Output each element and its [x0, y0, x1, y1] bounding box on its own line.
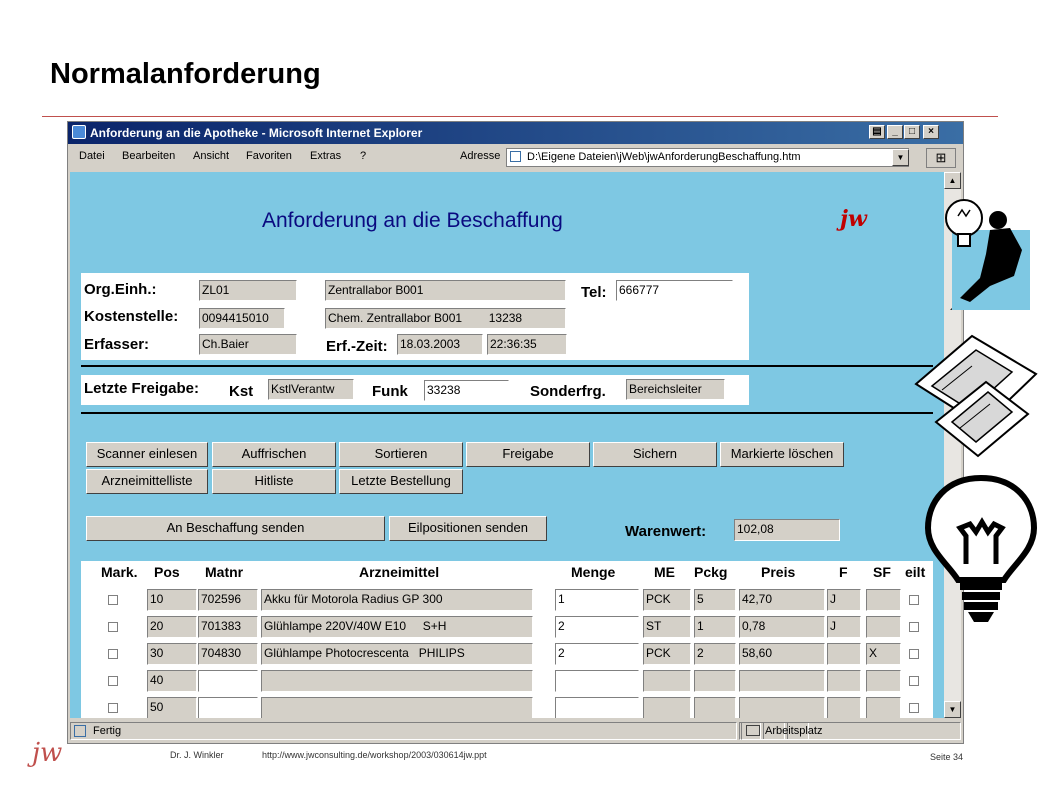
menu-extras[interactable]: Extras [310, 150, 342, 162]
sichern-button[interactable]: Sichern [593, 442, 717, 467]
computer-icon [746, 725, 760, 736]
cell-me[interactable]: PCK [643, 643, 691, 665]
person-lightbulb-icon [930, 190, 1040, 320]
footer-page-number: Seite 34 [930, 752, 964, 762]
kostenstelle-name-field[interactable]: Chem. Zentrallabor B001 13238 [325, 308, 566, 329]
col-pckg: Pckg [694, 564, 728, 580]
eilt-checkbox[interactable] [909, 622, 919, 632]
separator-line [81, 412, 933, 414]
lightbulb-icon [922, 472, 1040, 632]
page-icon [74, 725, 86, 737]
menu-datei[interactable]: Datei [79, 150, 105, 162]
cell-menge[interactable] [555, 697, 639, 718]
cell-pos[interactable]: 50 [147, 697, 197, 718]
funk-field[interactable]: 33238 [424, 380, 509, 401]
an-beschaffung-senden-button[interactable]: An Beschaffung senden [86, 516, 385, 541]
cell-pckg[interactable]: 5 [694, 589, 736, 611]
funk-label: Funk [372, 383, 408, 400]
cell-matnr[interactable]: 701383 [198, 616, 258, 638]
address-value: D:\Eigene Dateien\jWeb\jwAnforderungBeschaffung.htm [527, 151, 801, 163]
cell-matnr[interactable]: 702596 [198, 589, 258, 611]
cell-arzneimittel[interactable] [261, 697, 533, 718]
cell-pckg[interactable]: 2 [694, 643, 736, 665]
address-input[interactable] [506, 148, 909, 167]
cell-menge[interactable]: 2 [555, 616, 639, 638]
col-matnr: Matnr [205, 564, 244, 580]
cell-f[interactable] [827, 643, 861, 665]
cell-f[interactable]: J [827, 616, 861, 638]
maximize-button[interactable]: □ [904, 125, 920, 139]
auffrischen-button[interactable]: Auffrischen [212, 442, 336, 467]
status-zone: Arbeitsplatz [765, 725, 823, 737]
col-menge: Menge [571, 564, 616, 580]
eilt-checkbox[interactable] [909, 676, 919, 686]
freigabe-button[interactable]: Freigabe [466, 442, 590, 467]
freigabe-panel [81, 375, 749, 405]
address-dropdown-button[interactable]: ▼ [892, 149, 909, 166]
cell-preis[interactable]: 58,60 [739, 643, 825, 665]
sonder-field[interactable]: Bereichsleiter [626, 379, 725, 400]
footer-logo: jw [32, 738, 63, 768]
cell-arzneimittel[interactable]: Glühlampe 220V/40W E10 S+H [261, 616, 533, 638]
scroll-down-button[interactable]: ▼ [944, 701, 961, 718]
freigabe-kst-label: Kst [229, 383, 254, 400]
slide-title: Normalanforderung [50, 58, 321, 90]
arzneimittelliste-button[interactable]: Arzneimittelliste [86, 469, 208, 494]
col-mark: Mark. [101, 564, 138, 580]
cell-pckg[interactable]: 1 [694, 616, 736, 638]
cell-arzneimittel[interactable]: Glühlampe Photocrescenta PHILIPS [261, 643, 533, 665]
menu-help[interactable]: ? [360, 150, 367, 162]
menu-bearbeiten[interactable]: Bearbeiten [122, 150, 176, 162]
cell-pos[interactable]: 30 [147, 643, 197, 665]
tel-field[interactable]: 666777 [616, 280, 733, 301]
sonder-label: Sonderfrg. [530, 383, 606, 400]
cell-matnr[interactable]: 704830 [198, 643, 258, 665]
cell-menge[interactable] [555, 670, 639, 692]
floppy-disks-icon [912, 330, 1040, 470]
menu-bar [68, 145, 963, 171]
page-heading: Anforderung an die Beschaffung [262, 209, 563, 232]
eilt-checkbox[interactable] [909, 595, 919, 605]
freigabe-kst-field[interactable]: KstlVerantw [268, 379, 354, 400]
status-text: Fertig [93, 725, 122, 737]
cell-me[interactable]: ST [643, 616, 691, 638]
erfasser-label: Erfasser: [84, 336, 150, 353]
cell-me[interactable] [643, 670, 691, 692]
cell-menge[interactable]: 2 [555, 643, 639, 665]
erf-time-field[interactable]: 22:36:35 [487, 334, 567, 355]
minimize-button[interactable]: _ [887, 125, 903, 139]
cell-f[interactable] [827, 697, 861, 718]
cell-arzneimittel[interactable] [261, 670, 533, 692]
kostenstelle-code-field[interactable]: 0094415010 [199, 308, 285, 329]
erfasser-field[interactable]: Ch.Baier [199, 334, 297, 355]
mark-checkbox[interactable] [108, 622, 118, 632]
window-titlebar [68, 122, 963, 144]
mark-checkbox[interactable] [108, 703, 118, 713]
title-divider [42, 116, 998, 117]
org-label: Org.Einh.: [84, 281, 157, 298]
scanner-button[interactable]: Scanner einlesen [86, 442, 208, 467]
cell-pckg[interactable] [694, 670, 736, 692]
status-bar [68, 719, 963, 743]
erf-date-field[interactable]: 18.03.2003 [397, 334, 483, 355]
windows-logo-icon: ⊞ [926, 148, 956, 168]
cell-preis[interactable]: 0,78 [739, 616, 825, 638]
cell-sf[interactable] [866, 670, 901, 692]
window-title: Anforderung an die Apotheke - Microsoft Internet Explorer [90, 126, 423, 140]
cell-sf[interactable] [866, 697, 901, 718]
cell-matnr[interactable] [198, 697, 258, 718]
kostenstelle-label: Kostenstelle: [84, 308, 179, 325]
letzte-bestellung-button[interactable]: Letzte Bestellung [339, 469, 463, 494]
col-pos: Pos [154, 564, 180, 580]
col-f: F [839, 564, 848, 580]
page-logo: jw [840, 206, 867, 232]
cell-me[interactable] [643, 697, 691, 718]
footer-url: http://www.jwconsulting.de/workshop/2003/030614jw.ppt [262, 750, 487, 760]
ie-icon [72, 125, 86, 139]
markierte-loeschen-button[interactable]: Markierte löschen [720, 442, 844, 467]
col-sf: SF [873, 564, 891, 580]
warenwert-label: Warenwert: [625, 523, 707, 540]
cell-pos[interactable]: 10 [147, 589, 197, 611]
cell-preis[interactable]: 42,70 [739, 589, 825, 611]
status-zone-pane [741, 722, 961, 740]
menu-ansicht[interactable]: Ansicht [193, 150, 230, 162]
tel-label: Tel: [581, 284, 607, 301]
cell-matnr[interactable] [198, 670, 258, 692]
restore-icon[interactable]: ▤ [869, 125, 885, 139]
cell-pos[interactable]: 20 [147, 616, 197, 638]
menu-favoriten[interactable]: Favoriten [246, 150, 292, 162]
warenwert-field[interactable]: 102,08 [734, 519, 840, 541]
cell-arzneimittel[interactable]: Akku für Motorola Radius GP 300 [261, 589, 533, 611]
mark-checkbox[interactable] [108, 595, 118, 605]
separator-line [81, 365, 933, 367]
eilt-checkbox[interactable] [909, 649, 919, 659]
mark-checkbox[interactable] [108, 649, 118, 659]
page-icon [510, 151, 521, 162]
eilpositionen-senden-button[interactable]: Eilpositionen senden [389, 516, 547, 541]
header-panel [81, 273, 749, 360]
cell-preis[interactable] [739, 670, 825, 692]
col-me: ME [654, 564, 675, 580]
page-content [70, 172, 944, 718]
sortieren-button[interactable]: Sortieren [339, 442, 463, 467]
erfzeit-label: Erf.-Zeit: [326, 338, 388, 355]
cell-me[interactable]: PCK [643, 589, 691, 611]
cell-preis[interactable] [739, 697, 825, 718]
cell-pckg[interactable] [694, 697, 736, 718]
address-label: Adresse [460, 150, 501, 162]
col-arzneimittel: Arzneimittel [359, 564, 440, 580]
col-eilt: eilt [905, 564, 926, 580]
cell-sf[interactable] [866, 616, 901, 638]
positions-table [81, 561, 933, 718]
close-button[interactable]: × [923, 125, 939, 139]
cell-menge[interactable]: 1 [555, 589, 639, 611]
col-preis: Preis [761, 564, 796, 580]
freigabe-label: Letzte Freigabe: [84, 380, 200, 397]
org-name-field[interactable]: Zentrallabor B001 [325, 280, 566, 301]
scroll-up-button[interactable]: ▲ [944, 172, 961, 189]
browser-window [67, 121, 964, 744]
org-code-field[interactable]: ZL01 [199, 280, 297, 301]
mark-checkbox[interactable] [108, 676, 118, 686]
cell-f[interactable]: J [827, 589, 861, 611]
cell-sf[interactable] [866, 589, 901, 611]
cell-pos[interactable]: 40 [147, 670, 197, 692]
status-pane-main [70, 722, 737, 740]
cell-f[interactable] [827, 670, 861, 692]
eilt-checkbox[interactable] [909, 703, 919, 713]
hitliste-button[interactable]: Hitliste [212, 469, 336, 494]
cell-sf[interactable]: X [866, 643, 901, 665]
footer-author: Dr. J. Winkler [170, 750, 224, 760]
